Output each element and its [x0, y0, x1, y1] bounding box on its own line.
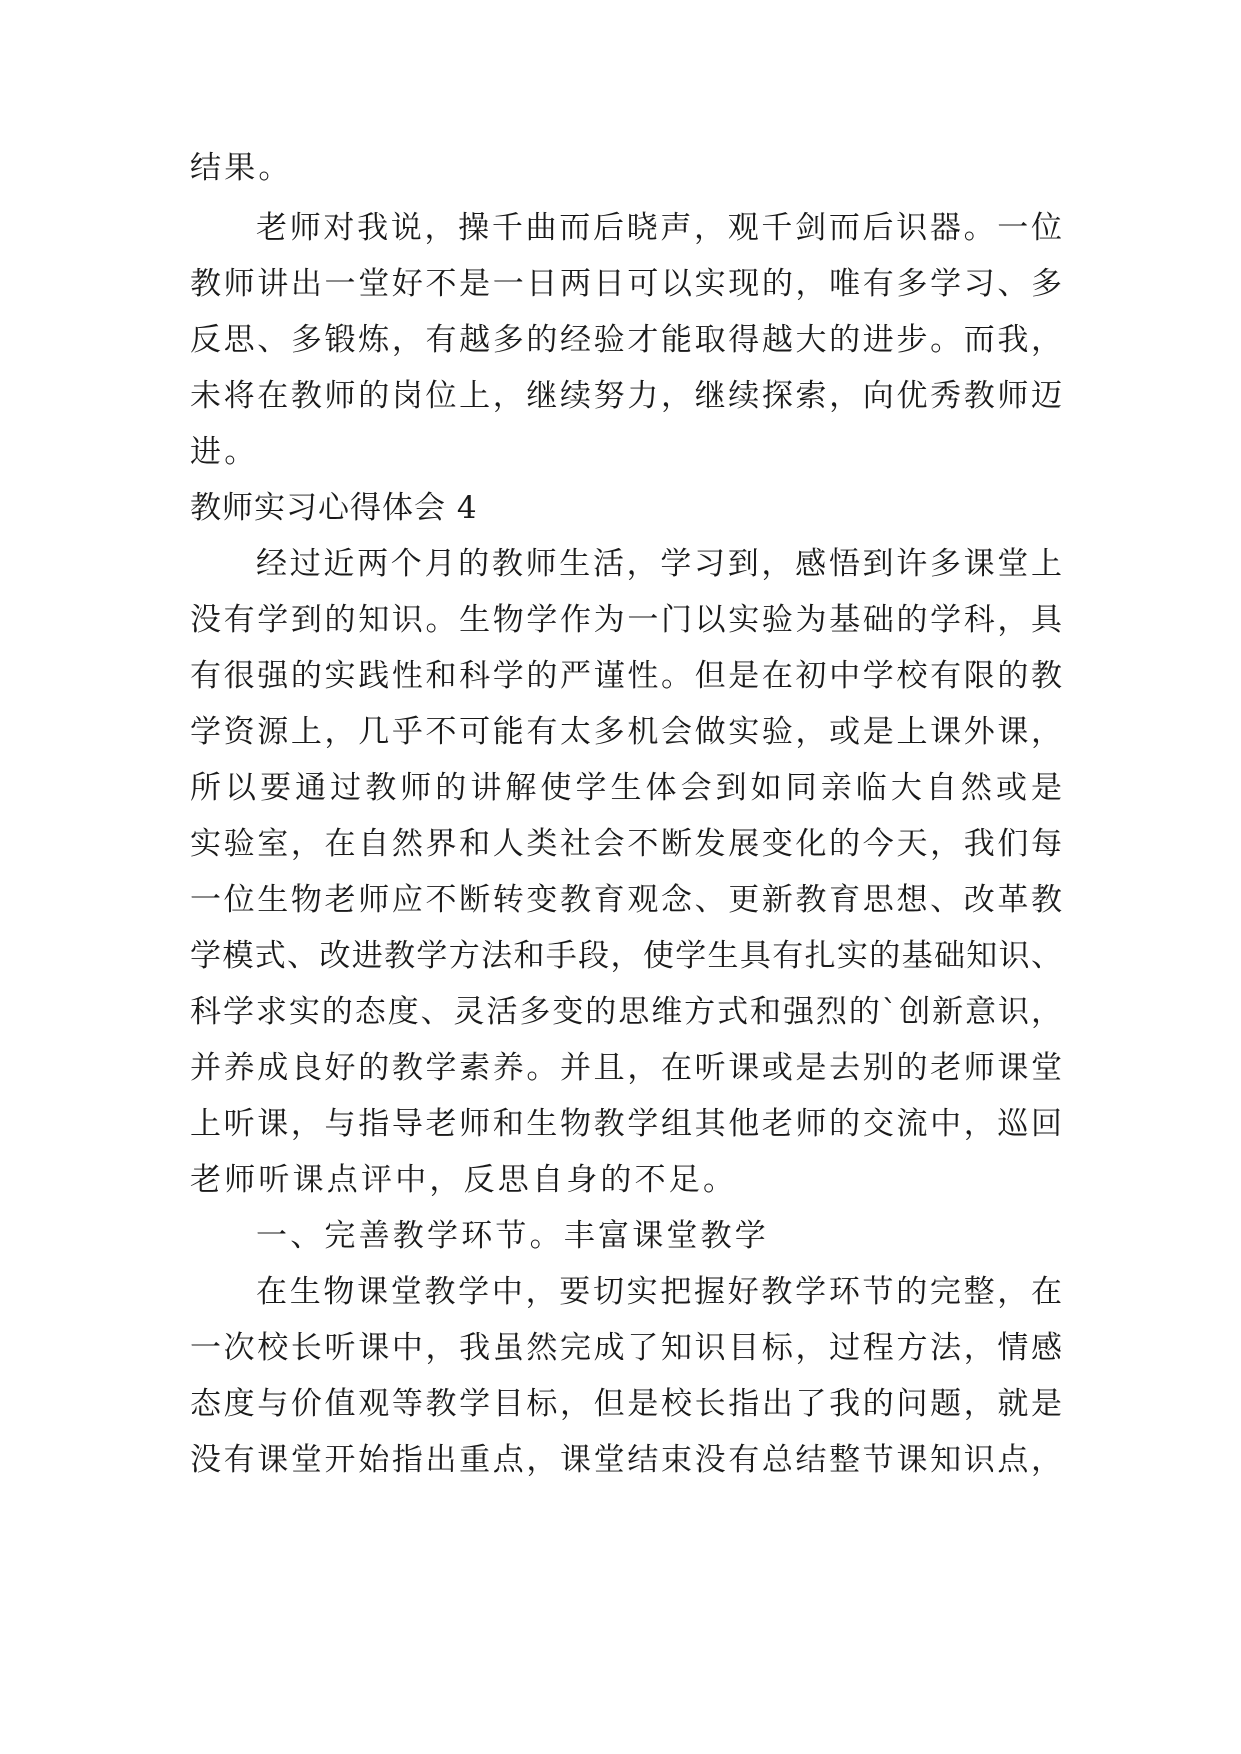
paragraph-line: 老师听课点评中，反思自身的不足。 [190, 1162, 738, 1198]
paragraph-line: 在生物课堂教学中，要切实把握好教学环节的完整，在 [256, 1274, 1062, 1310]
paragraph-line: 老师对我说，操千曲而后晓声，观千剑而后识器。一位 [256, 210, 1062, 246]
paragraph-line: 结果。 [190, 150, 293, 186]
paragraph-line: 未将在教师的岗位上，继续努力，继续探索，向优秀教师迈 [190, 378, 1062, 414]
paragraph-line: 一位生物老师应不断转变教育观念、更新教育思想、改革教 [190, 882, 1062, 918]
paragraph-line: 态度与价值观等教学目标，但是校长指出了我的问题，就是 [190, 1386, 1062, 1422]
paragraph-line: 所以要通过教师的讲解使学生体会到如同亲临大自然或是 [190, 770, 1062, 806]
paragraph-line: 没有课堂开始指出重点，课堂结束没有总结整节课知识点， [190, 1442, 1062, 1478]
paragraph-line: 进。 [190, 434, 259, 470]
paragraph-line: 上听课，与指导老师和生物教学组其他老师的交流中，巡回 [190, 1106, 1062, 1142]
paragraph-line: 并养成良好的教学素养。并且，在听课或是去别的老师课堂 [190, 1050, 1062, 1086]
paragraph-line: 学模式、改进教学方法和手段，使学生具有扎实的基础知识、 [190, 938, 1062, 974]
paragraph-line: 经过近两个月的教师生活，学习到，感悟到许多课堂上 [256, 546, 1062, 582]
paragraph-line: 反思、多锻炼，有越多的经验才能取得越大的进步。而我， [190, 322, 1062, 358]
paragraph-line: 学资源上，几乎不可能有太多机会做实验，或是上课外课， [190, 714, 1062, 750]
paragraph-line: 科学求实的态度、灵活多变的思维方式和强烈的`创新意识， [190, 994, 1062, 1030]
section-title: 教师实习心得体会 4 [190, 490, 478, 526]
paragraph-line: 教师讲出一堂好不是一日两日可以实现的，唯有多学习、多 [190, 266, 1062, 302]
paragraph-line: 一次校长听课中，我虽然完成了知识目标，过程方法，情感 [190, 1330, 1062, 1366]
paragraph-line: 有很强的实践性和科学的严谨性。但是在初中学校有限的教 [190, 658, 1062, 694]
paragraph-line: 没有学到的知识。生物学作为一门以实验为基础的学科，具 [190, 602, 1062, 638]
paragraph-line: 实验室，在自然界和人类社会不断发展变化的今天，我们每 [190, 826, 1062, 862]
subheading: 一、完善教学环节。丰富课堂教学 [256, 1218, 769, 1254]
